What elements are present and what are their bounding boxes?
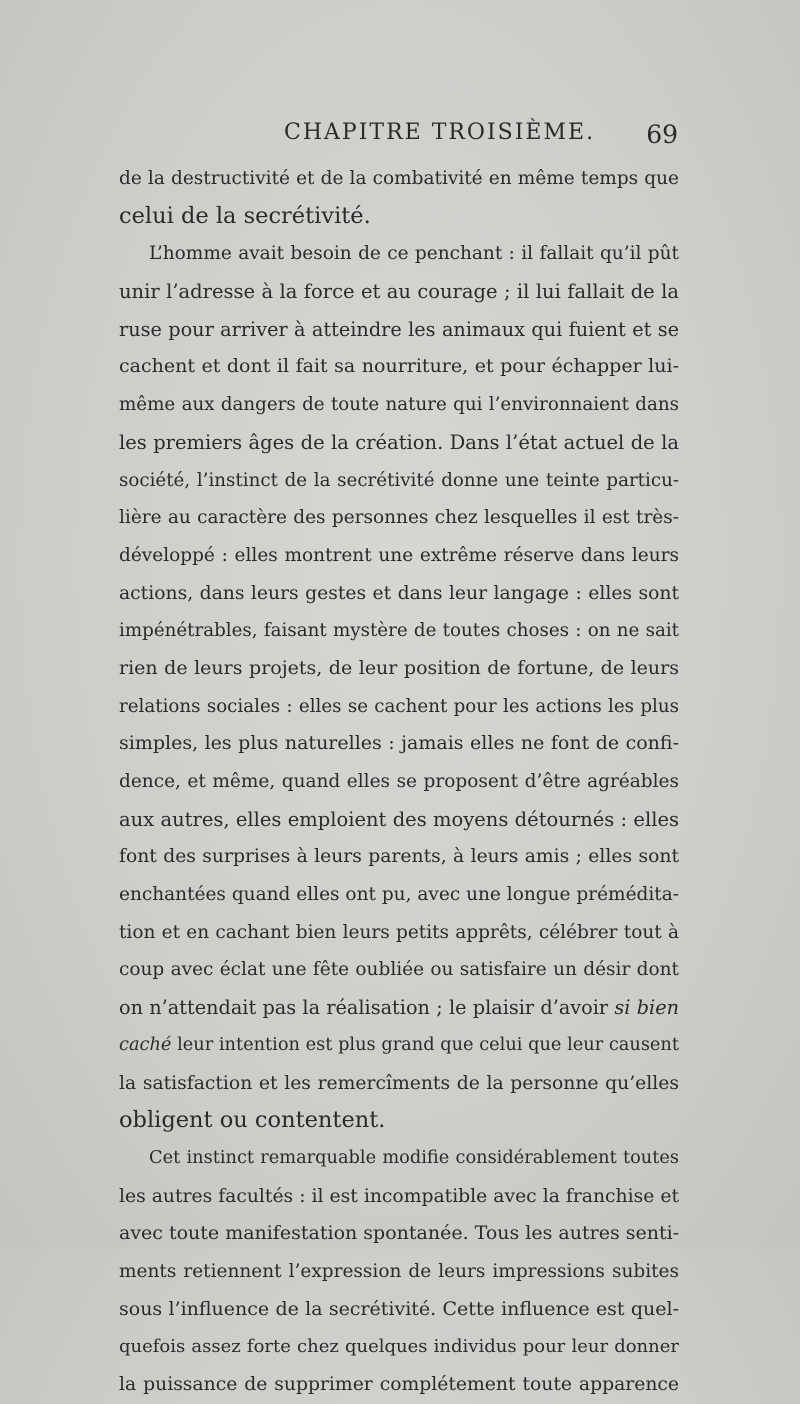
text-line: développé : elles montrent une extrême réserve dans leurs xyxy=(119,544,679,566)
text-line: celui de la secrétivité. xyxy=(119,202,371,229)
text-line: actions, dans leurs gestes et dans leur langage : elles sont xyxy=(119,582,679,604)
text-line: obligent ou contentent. xyxy=(119,1107,386,1134)
text-line: les autres facultés : il est incompatible avec la franchise et xyxy=(119,1185,679,1207)
text-line xyxy=(119,1027,679,1065)
chapter-title: CHAPITRE TROISIÈME. xyxy=(284,120,596,145)
text-line: unir l’adresse à la force et au courage ; il lui fallait de la xyxy=(119,280,679,304)
text-line: aux autres, elles emploient des moyens détournés : elles xyxy=(119,807,679,831)
text-line: simples, les plus naturelles : jamais elles ne font de confi- xyxy=(119,732,679,755)
text-line: même aux dangers de toute nature qui l’environnaient dans xyxy=(119,394,679,416)
text-fragment: on n’attendait pas la réalisation ; le plaisir d’avoir xyxy=(119,996,609,1020)
text-line: société, l’instinct de la secrétivité donne une teinte particu- xyxy=(119,469,679,491)
text-line: tion et en cachant bien leurs petits apprêts, célébrer tout à xyxy=(119,921,679,943)
page-number: 69 xyxy=(646,120,678,149)
text-line: avec toute manifestation spontanée. Tous les autres senti- xyxy=(119,1222,680,1245)
text-line: sous l’influence de la secrétivité. Cette influence est quel- xyxy=(119,1297,679,1320)
text-line: ments retiennent l’expression de leurs impressions subites xyxy=(119,1260,679,1282)
italic-fragment: si bien xyxy=(614,996,679,1020)
text-line: la puissance de supprimer complétement toute apparence xyxy=(119,1374,679,1395)
text-line: quefois assez forte chez quelques individus pour leur donner xyxy=(119,1336,679,1358)
text-line: rien de leurs projets, de leur position de fortune, de leurs xyxy=(119,656,679,679)
text-line: la satisfaction et les remercîments de la personne qu’elles xyxy=(119,1072,679,1094)
text-line: dence, et même, quand elles se proposent d’être agréables xyxy=(119,771,679,792)
running-head xyxy=(118,120,678,160)
text-line: lière au caractère des personnes chez lesquelles il est très- xyxy=(119,507,679,529)
text-line: impénétrables, faisant mystère de toutes choses : on ne sait xyxy=(119,620,679,642)
text-line: L’homme avait besoin de ce penchant : il fallait qu’il pût xyxy=(149,243,679,265)
text-fragment: leur intention est plus grand que celui que leur causent xyxy=(177,1034,679,1055)
text-line: relations sociales : elles se cachent pour les actions les plus xyxy=(119,695,679,717)
text-line: de la destructivité et de la combativité en même temps que xyxy=(119,168,679,189)
text-line: Cet instinct remarquable modifie considérablement toutes xyxy=(149,1147,679,1168)
text-line: ruse pour arriver à atteindre les animaux qui fuient et se xyxy=(119,317,679,341)
text-line: les premiers âges de la création. Dans l’état actuel de la xyxy=(119,430,679,454)
text-line: coup avec éclat une fête oubliée ou satisfaire un désir dont xyxy=(119,959,679,981)
italic-fragment: caché xyxy=(119,1034,172,1055)
text-line: cachent et dont il fait sa nourriture, et pour échapper lui- xyxy=(119,355,679,378)
text-line xyxy=(119,989,679,1027)
text-line: enchantées quand elles ont pu, avec une longue prémédita- xyxy=(119,884,679,906)
body-text xyxy=(119,160,679,1404)
text-line: font des surprises à leurs parents, à leurs amis ; elles sont xyxy=(119,846,679,868)
